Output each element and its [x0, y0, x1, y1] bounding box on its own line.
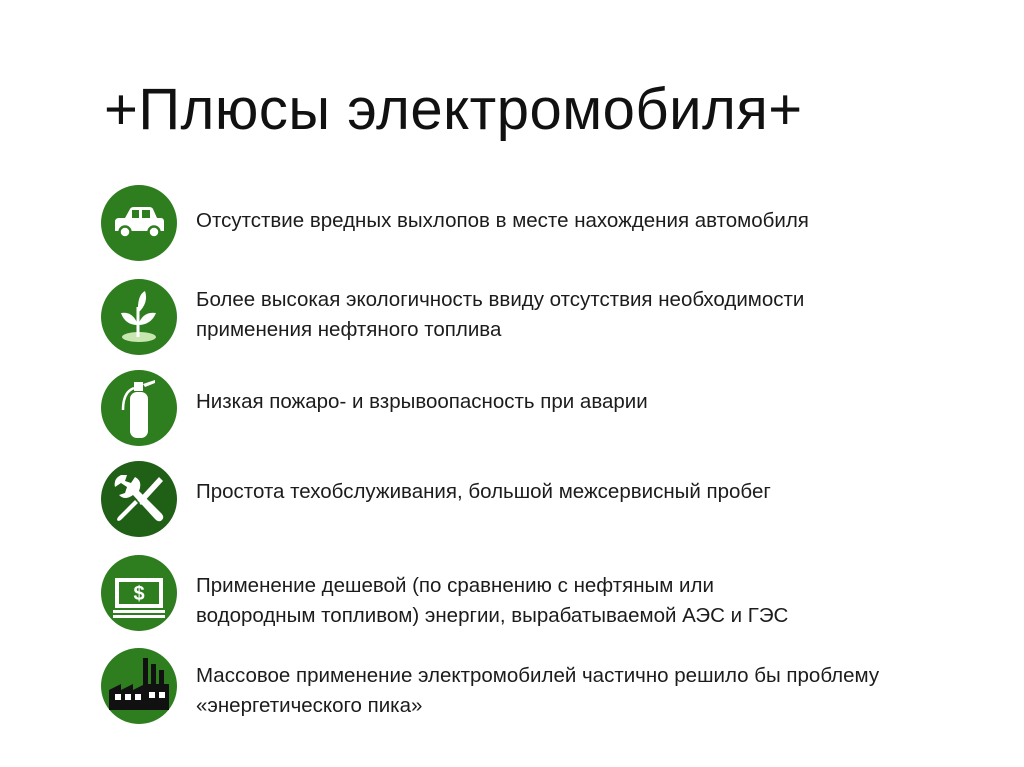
- item-1-text: [196, 206, 1011, 236]
- item-6-line-1: Массовое применение электромобилей частично решило бы проблему: [196, 664, 880, 687]
- item-5-line-2: водородным топливом) энергии, вырабатываемой АЭС и ГЭС: [196, 604, 789, 627]
- item-3-text: [196, 387, 1011, 417]
- item-4-line-1: Простота техобслуживания, большой межсервисный пробег: [196, 480, 771, 503]
- item-2-line-2: применения нефтяного топлива: [196, 318, 502, 341]
- item-2-line-1: Более высокая экологичность ввиду отсутствия необходимости: [196, 288, 805, 311]
- car-icon: [101, 185, 177, 261]
- item-6-text: [196, 661, 1011, 721]
- item-5-line-1: Применение дешевой (по сравнению с нефтяным или: [196, 574, 714, 597]
- item-5-text: [196, 571, 1011, 631]
- item-1-line-1: Отсутствие вредных выхлопов в месте нахождения автомобиля: [196, 209, 809, 232]
- fire-extinguisher-icon: [101, 370, 177, 446]
- svg-text:$: $: [133, 583, 145, 605]
- item-3-line-1: Низкая пожаро- и взрывоопасность при аварии: [196, 390, 648, 413]
- page-title: +Плюсы электромобиля+: [104, 77, 803, 142]
- dollar-bill-icon: [101, 555, 177, 631]
- item-6-line-2: «энергетического пика»: [196, 694, 423, 717]
- factory-icon: [101, 648, 177, 724]
- sprout-icon: [101, 279, 177, 355]
- item-4-text: [196, 477, 1011, 507]
- item-2-text: [196, 285, 1011, 345]
- wrench-screwdriver-icon: [101, 461, 177, 537]
